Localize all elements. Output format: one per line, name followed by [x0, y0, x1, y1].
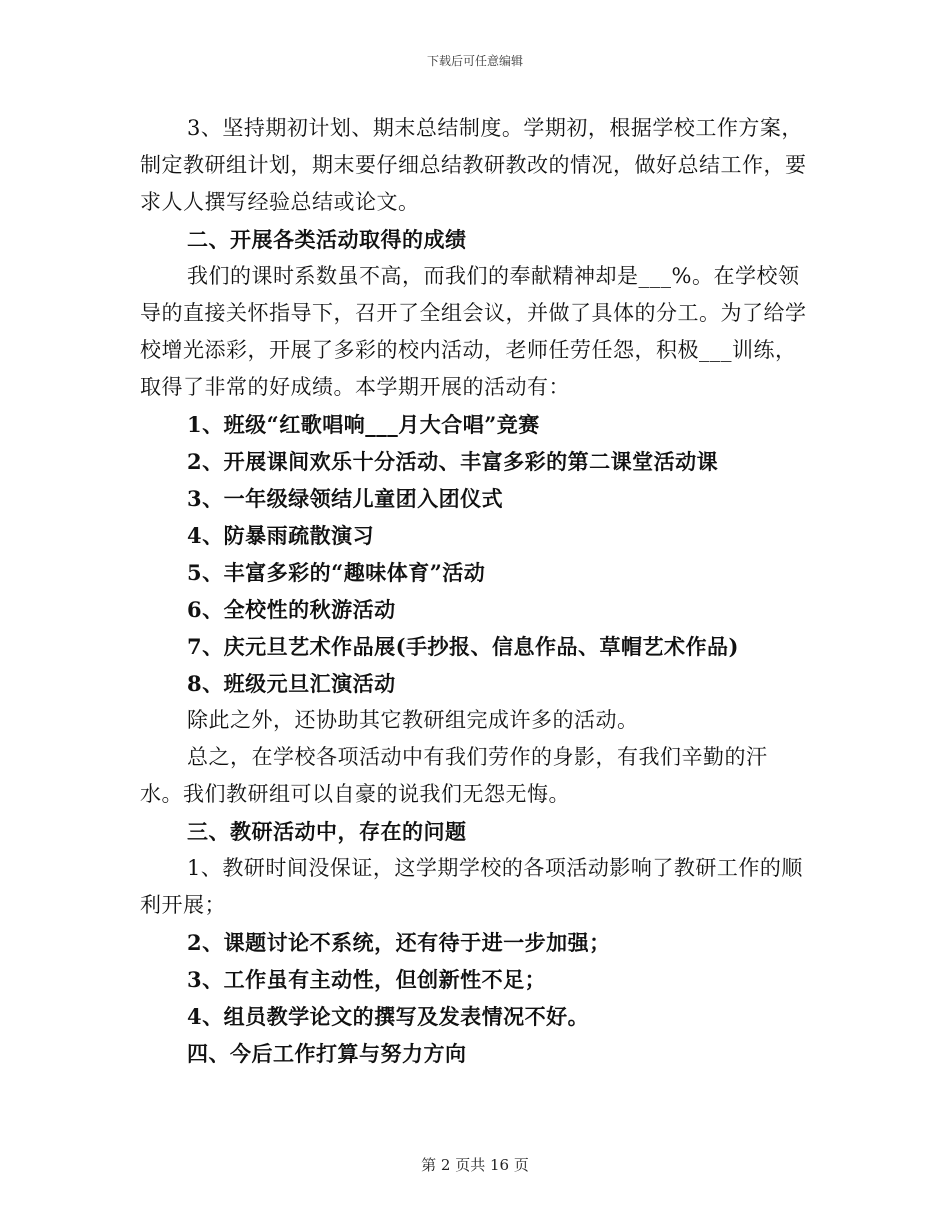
problem-item-4: 4、组员教学论文的撰写及发表情况不好。 [187, 1004, 590, 1029]
page-header: 下载后可任意编辑 [426, 54, 523, 68]
paragraph-conclusion: 总之，在学校各项活动中有我们劳作的身影，有我们辛勤的汗水。我们教研组可以自豪的说我们无怨无悔。 [140, 745, 768, 806]
activity-item-5: 5、丰富多彩的“趣味体育”活动 [187, 560, 486, 585]
activity-item-4: 4、防暴雨疏散演习 [187, 523, 375, 548]
section-heading-2: 二、开展各类活动取得的成绩 [187, 227, 467, 252]
paragraph-plan-summary: 3、坚持期初计划、期末总结制度。学期初，根据学校工作方案，制定教研组计划，期末要仔细总结教研教改的情况，做好总结工作，要求人人撰写经验总结或论文。 [140, 116, 807, 214]
problem-item-2: 2、课题讨论不系统，还有待于进一步加强； [187, 930, 611, 955]
paragraph-dedication: 我们的课时系数虽不高，而我们的奉献精神却是___%。在学校领导的直接关怀指导下，召开了全组会议，并做了具体的分工。为了给学校增光添彩，开展了多彩的校内活动，老师任劳任怨，积极___训练，取得了非常的好成绩。本学期开展的活动有： [140, 264, 807, 399]
page-footer: 第 2 页共 16 页 [421, 1156, 529, 1174]
activity-item-1: 1、班级“红歌唱响___月大合唱”竞赛 [187, 412, 540, 437]
activity-item-3: 3、一年级绿领结儿童团入团仪式 [187, 486, 504, 511]
document-body [140, 110, 810, 1072]
paragraph-other-assistance: 除此之外，还协助其它教研组完成许多的活动。 [187, 708, 639, 732]
section-heading-3: 三、教研活动中，存在的问题 [187, 819, 467, 844]
problem-item-3: 3、工作虽有主动性，但创新性不足； [187, 967, 547, 992]
section-heading-4: 四、今后工作打算与努力方向 [187, 1041, 467, 1066]
activity-item-2: 2、开展课间欢乐十分活动、丰富多彩的第二课堂活动课 [187, 449, 719, 474]
activity-item-6: 6、全校性的秋游活动 [187, 597, 396, 622]
activity-item-7: 7、庆元旦艺术作品展(手抄报、信息作品、草帽艺术作品) [187, 634, 739, 659]
activity-item-8: 8、班级元旦汇演活动 [187, 671, 396, 696]
problem-item-1: 1、教研时间没保证，这学期学校的各项活动影响了教研工作的顺利开展； [140, 856, 803, 917]
